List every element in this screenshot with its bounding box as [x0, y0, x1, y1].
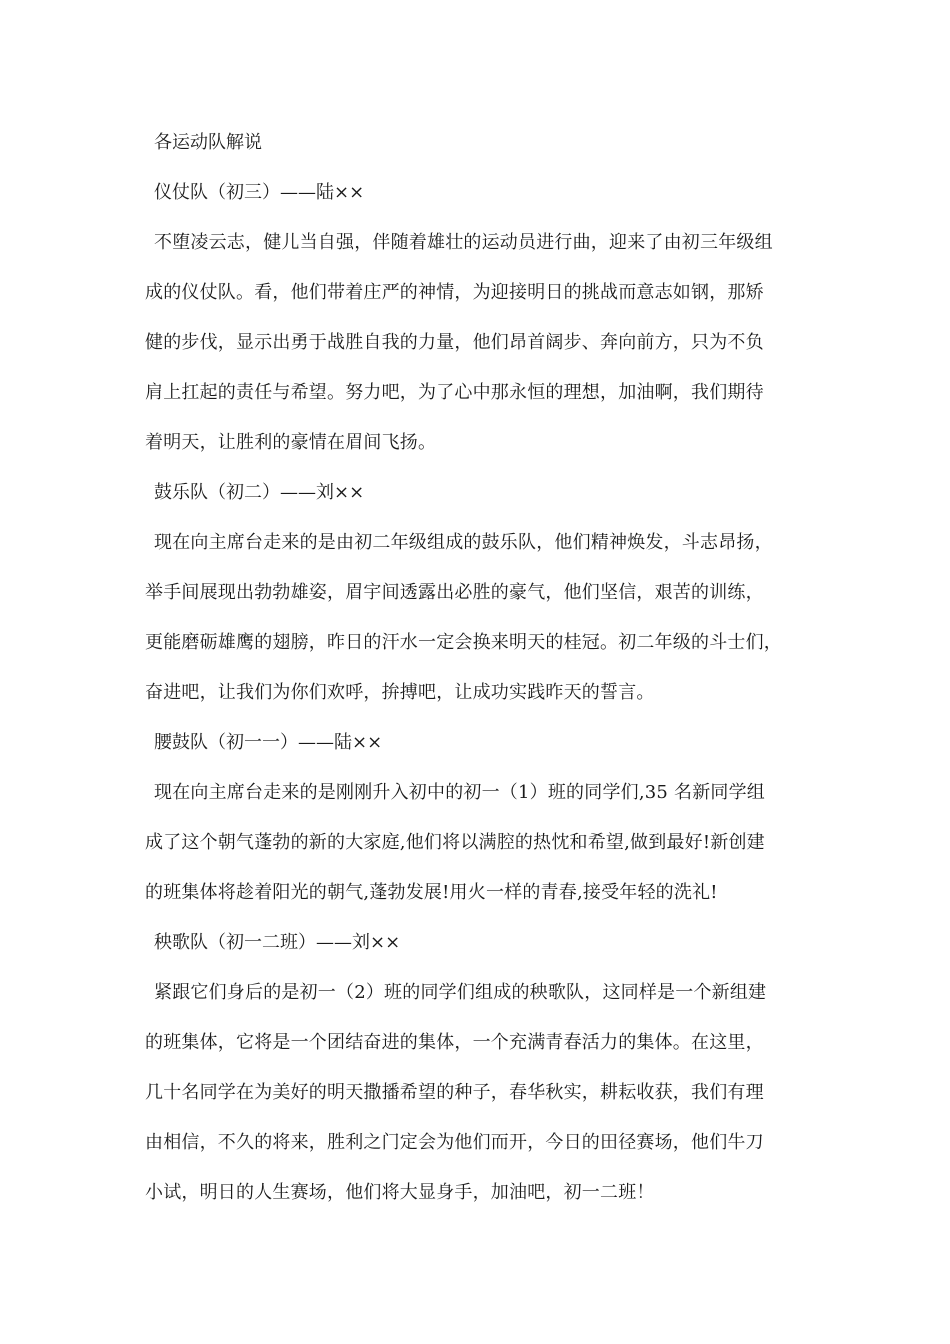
paragraph-line: 小试，明日的人生赛场，他们将大显身手，加油吧，初一二班！	[145, 1182, 655, 1203]
paragraph-line: 成的仪仗队。看，他们带着庄严的神情，为迎接明日的挑战而意志如钢，那矫	[145, 282, 764, 303]
section-heading-honor-guard: 仪仗队（初三）——陆××	[154, 182, 365, 203]
section-heading-waist-drum: 腰鼓队（初一一）——陆××	[154, 732, 383, 753]
paragraph-line: 现在向主席台走来的是由初二年级组成的鼓乐队，他们精神焕发，斗志昂扬，	[154, 532, 773, 553]
paragraph-line: 肩上扛起的责任与希望。努力吧，为了心中那永恒的理想，加油啊，我们期待	[145, 382, 764, 403]
paragraph-line: 由相信，不久的将来，胜利之门定会为他们而开，今日的田径赛场，他们牛刀	[145, 1132, 764, 1153]
paragraph-line: 的班集体，它将是一个团结奋进的集体，一个充满青春活力的集体。在这里，	[145, 1032, 764, 1053]
paragraph-line: 紧跟它们身后的是初一（2）班的同学们组成的秧歌队，这同样是一个新组建	[154, 982, 767, 1003]
document-title: 各运动队解说	[154, 132, 262, 153]
section-heading-yangge: 秧歌队（初一二班）——刘××	[154, 932, 401, 953]
paragraph-line: 的班集体将趁着阳光的朝气,蓬勃发展!用火一样的青春,接受年轻的洗礼!	[145, 882, 718, 903]
paragraph-line: 现在向主席台走来的是刚刚升入初中的初一（1）班的同学们,35 名新同学组	[154, 782, 765, 803]
paragraph-line: 更能磨砺雄鹰的翅膀，昨日的汗水一定会换来明天的桂冠。初二年级的斗士们，	[145, 632, 782, 653]
paragraph-line: 成了这个朝气蓬勃的新的大家庭,他们将以满腔的热忱和希望,做到最好!新创建	[145, 832, 765, 853]
paragraph-line: 几十名同学在为美好的明天撒播希望的种子，春华秋实，耕耘收获，我们有理	[145, 1082, 764, 1103]
paragraph-line: 健的步伐，显示出勇于战胜自我的力量，他们昂首阔步、奔向前方，只为不负	[145, 332, 764, 353]
section-heading-drum-band: 鼓乐队（初二）——刘××	[154, 482, 365, 503]
paragraph-line: 不堕凌云志，健儿当自强，伴随着雄壮的运动员进行曲，迎来了由初三年级组	[154, 232, 773, 253]
document-content	[145, 118, 825, 1218]
paragraph-line: 着明天，让胜利的豪情在眉间飞扬。	[145, 432, 437, 453]
paragraph-line: 奋进吧，让我们为你们欢呼，拚搏吧，让成功实践昨天的誓言。	[145, 682, 655, 703]
paragraph-line: 举手间展现出勃勃雄姿，眉宇间透露出必胜的豪气，他们坚信，艰苦的训练，	[145, 582, 764, 603]
